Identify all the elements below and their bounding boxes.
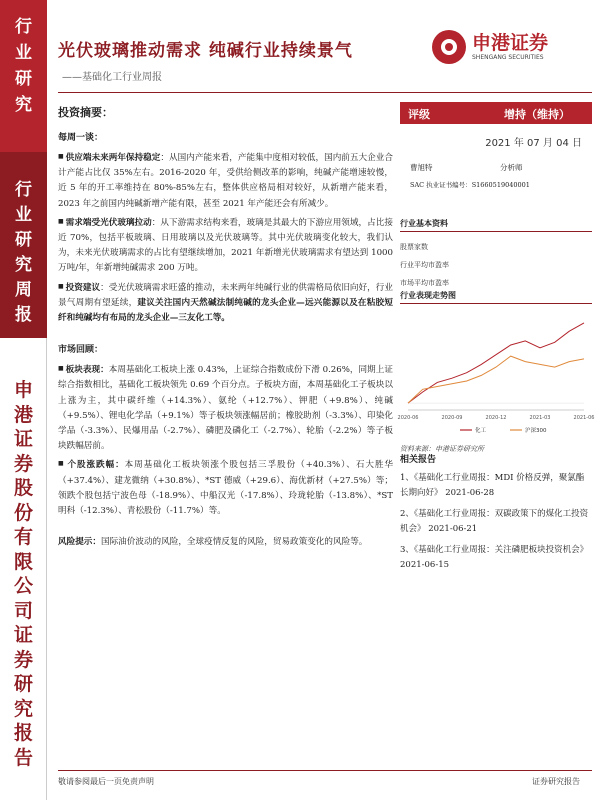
x-tick-label: 2020-12 <box>485 415 507 421</box>
industry-info-row: 市场平均市盈率 <box>400 279 449 287</box>
legend-label: 沪深300 <box>525 428 547 434</box>
summary-para-supply: ■ 供应端未来两年保持稳定：从国内产能来看，产能集中度相对较低，国内前五大企业合计产能占比仅 35%左右。2016-2020 年，受供给侧改革的影响，纯碱产能增速较慢，近 5 年的开工率维持在 80%-85%左右，整体供应格局相对较好，从新增产能来看，2023 年之前国内纯碱新增产能有限，甚至 2021 年产能还会有所减少。 <box>58 149 393 212</box>
analyst-title: 分析师 <box>500 163 523 172</box>
sidebar-bottom-char: 告 <box>13 746 33 769</box>
sidebar-bottom-label <box>0 378 47 770</box>
side-column <box>397 102 595 772</box>
related-report-item[interactable] <box>400 471 592 501</box>
related-report-date: 2021-06-28 <box>445 488 495 498</box>
sidebar-bottom-char: 有 <box>13 526 33 548</box>
sidebar-mid-label <box>0 178 47 328</box>
sidebar-mid-char: 周 <box>15 280 32 300</box>
logo-name: 申港证券 <box>472 32 549 54</box>
sidebar-bottom-char: 司 <box>13 599 33 622</box>
report-date: 2021 年 07 月 04 日 <box>485 138 582 149</box>
related-report-item[interactable] <box>400 507 592 537</box>
footer-label: 证券研究报告 <box>532 777 580 786</box>
risk-note: 风险提示：国际油价波动的风险，全球疫情反复的风险，贸易政策变化的风险等。 <box>58 537 368 548</box>
sidebar-mid-char: 究 <box>15 255 32 275</box>
logo-mark-icon <box>432 30 466 64</box>
sidebar-top-label <box>0 14 47 118</box>
x-tick-label: 2021-03 <box>529 415 551 421</box>
weekly-heading: 每周一谈： <box>58 133 104 143</box>
sidebar-bottom-char: 报 <box>13 722 33 744</box>
sidebar-bottom-char: 证 <box>13 428 33 450</box>
sidebar-bottom-char: 证 <box>13 624 33 646</box>
rating-value: 增持（维持） <box>504 108 570 121</box>
company-logo <box>432 24 592 68</box>
sidebar-mid-char: 研 <box>15 230 32 250</box>
header-rule <box>58 92 592 93</box>
sidebar-top-char: 研 <box>15 69 32 89</box>
related-report-title: 3、《基础化工行业周报：关注磷肥板块投资机会》 <box>400 545 589 555</box>
sidebar-mid-char: 业 <box>15 205 32 225</box>
market-para-sector: ■ 板块表现：本周基础化工板块上涨 0.43%，上证综合指数成份下滑 0.26%，同期上证综合指数相比，基础化工板块领先 0.69 个百分点。子板块方面，本周基础化工子板块以上涨为主，其中碳纤维（+14.3%）、氨纶（+12.7%）、钾肥（+9.8%）、纯碱（+9.5%）、锂电化学品（+9.1%）等子板块领涨幅居前；橡胶助剂（-3.3%）、印染化学品（-3.3%）、民爆用品（-2.7%）、磷肥及磷化工（-2.7%）、轮胎（-2.2%）等子板块跌幅居前。 <box>58 361 393 454</box>
industry-info <box>400 218 592 288</box>
trend-chart <box>397 310 595 440</box>
sidebar-top-char: 行 <box>15 17 32 37</box>
x-tick-label: 2020-09 <box>441 415 463 421</box>
related-report-date: 2021-06-21 <box>428 524 478 534</box>
sidebar-top-char: 业 <box>15 43 32 63</box>
related-report-item[interactable] <box>400 543 592 573</box>
related-heading: 相关报告 <box>400 455 437 465</box>
x-tick-label: 2020-06 <box>397 415 419 421</box>
sidebar-bottom-char: 申 <box>13 379 33 401</box>
related-report-title: 2、《基础化工行业周报：双碳政策下的煤化工投资机会》 <box>400 509 589 534</box>
summary-para-demand: ■ 需求端受光伏玻璃拉动：从下游需求结构来看，玻璃是其最大的下游应用领域，占比接近 70%，包括平板玻璃、日用玻璃以及光伏玻璃等。其中光伏玻璃变化较大，我们认为，未来光伏玻璃需求的占比有望继续增加，2021 年新增光伏玻璃需求有望达到 1000 万吨/年，年新增纯碱需求 200 万吨。 <box>58 214 393 277</box>
sidebar-mid-char: 行 <box>15 180 32 200</box>
summary-heading: 投资摘要： <box>58 106 113 119</box>
sidebar-bottom-char: 券 <box>13 648 33 671</box>
trend-section <box>397 290 595 454</box>
sidebar-bottom-char: 股 <box>13 477 33 499</box>
footer-rule <box>58 770 592 771</box>
related-report-date: 2021-06-15 <box>400 560 450 570</box>
trend-source: 资料来源：申港证券研究所 <box>400 445 484 453</box>
report-title: 光伏玻璃推动需求 纯碱行业持续景气 <box>58 41 353 61</box>
market-para-stocks: ■ 个股涨跌幅：本周基础化工板块领涨个股包括三孚股份（+40.3%）、石大胜华（+37.4%）、建龙微纳（+30.8%）、*ST 德威（+29.6）、海优新材（+27.5%）等；领跌个股包括宁波色母（-18.9%）、中船汉光（-17.8%）、玲珑轮胎（-13.8%）、*ST 明科（-12.3%）、青松股份（-11.7%）等。 <box>58 456 393 519</box>
logo-name-en: SHENGANG SECURITIES <box>472 54 544 61</box>
sidebar <box>0 0 47 800</box>
sidebar-bottom-char: 限 <box>13 550 33 573</box>
x-tick-label: 2021-06 <box>573 415 595 421</box>
sidebar-top-char: 究 <box>15 95 32 115</box>
sidebar-bottom-char: 券 <box>13 452 33 475</box>
series-line-沪深300 <box>408 356 584 403</box>
industry-info-row: 行业平均市盈率 <box>400 261 449 269</box>
trend-heading: 行业表现走势图 <box>400 290 592 304</box>
rating-banner <box>400 102 592 124</box>
analyst-name: 曹旭特 <box>410 163 433 172</box>
related-reports <box>400 452 592 579</box>
market-heading: 市场回顾： <box>58 345 104 356</box>
sidebar-bottom-char: 港 <box>13 403 33 426</box>
sidebar-bottom-char: 公 <box>13 575 33 597</box>
industry-info-heading: 行业基本资料 <box>400 218 592 232</box>
summary-para-advice: ■ 投资建议：受光伏玻璃需求旺盛的推动，未来两年纯碱行业的供需格局依旧向好，行业景气周期有望延续，建议关注国内天然碱法制纯碱的龙头企业—远兴能源以及在粘胶短纤和纯碱均有布局的龙头企业—三友化工等。 <box>58 279 393 327</box>
related-report-title: 1、《基础化工行业周报：MDI 价格反弹，聚氯酯长期向好》 <box>400 473 585 498</box>
report-subtitle: ——基础化工行业周报 <box>62 72 162 83</box>
sidebar-bottom-char: 究 <box>13 697 33 720</box>
sidebar-bottom-char: 份 <box>13 501 33 524</box>
sidebar-bottom-char: 研 <box>13 673 33 695</box>
rating-label: 评级 <box>408 108 430 121</box>
main-column <box>58 102 393 772</box>
legend-label: 化工 <box>475 428 487 434</box>
industry-info-row: 股票家数 <box>400 243 428 251</box>
footer-disclaimer: 敬请参阅最后一页免责声明 <box>58 777 154 786</box>
analyst-sac: SAC 执业证书编号：S1660519040001 <box>410 181 530 189</box>
sidebar-mid-char: 报 <box>15 305 32 325</box>
series-line-化工 <box>408 323 584 403</box>
